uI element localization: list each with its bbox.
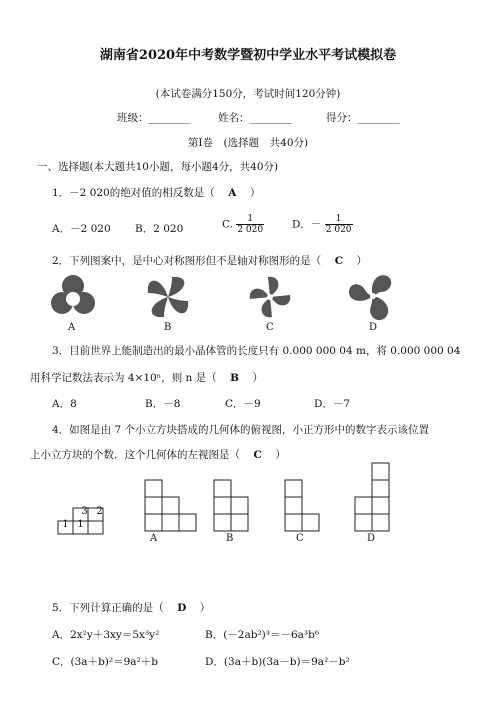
question-4-line-2 [30, 448, 286, 462]
q4-view-a [145, 480, 196, 531]
q4-grid-number-1: 3 [81, 506, 88, 517]
q4-view-d [355, 463, 389, 531]
question-3-line-2 [30, 371, 263, 385]
q2-figures [40, 272, 460, 342]
q3-stem-end: ） [242, 372, 264, 384]
name-field: 姓名：________ [218, 112, 292, 124]
section-heading: 一、选择题(本大题共10小题，每小题4分，共40分) [37, 161, 279, 173]
class-field: 班级：________ [117, 112, 191, 124]
q1-stem: 1．－2 020的绝对值的相反数是（ [52, 187, 226, 199]
q2-figure-b [148, 277, 188, 317]
q2-label-a: A [68, 322, 76, 333]
q3-option-a: A．8 [52, 398, 77, 410]
q4-view-b [214, 480, 248, 531]
q4-label-c: C [296, 533, 304, 544]
q3-line-1: 3．目前世界上能制造出的最小晶体管的长度只有 0.000 000 04 m，将 0.000 000 04 [52, 345, 461, 357]
q1-option-c-prefix: C. [222, 218, 233, 231]
q5-stem: 5．下列计算正确的是（ [52, 602, 175, 614]
exam-subtitle: (本试卷满分150分，考试时间120分钟) [155, 88, 341, 100]
question-1 [52, 186, 260, 200]
q4-figures [0, 470, 496, 550]
q5-option-c: C．(3a＋b)²＝9a²＋b [52, 656, 158, 668]
q2-stem-end: ） [346, 255, 368, 267]
q4-line-1: 4．如图是由 7 个小立方块搭成的几何体的俯视图，小正方形中的数字表示该位置 [52, 424, 430, 436]
q4-answer: C [253, 449, 262, 461]
q4-label-a: A [150, 533, 158, 544]
q2-figure-c [250, 277, 291, 318]
q4-grid-number-2: 2 [96, 506, 103, 517]
q3-option-d: D．－7 [314, 398, 351, 410]
q1-option-d [292, 214, 353, 235]
page-title: 湖南省2020年中考数学暨初中学业水平考试模拟卷 [99, 48, 397, 63]
q2-label-c: C [266, 322, 274, 333]
q4-view-c [285, 480, 319, 531]
q1-option-c-fraction [236, 214, 264, 235]
q4-label-d: D [367, 533, 376, 544]
question-5 [52, 601, 210, 615]
q1-option-c [222, 214, 264, 235]
q1-c-numerator: 1 [236, 214, 264, 225]
q2-answer: C [334, 255, 344, 267]
q3-answer: B [230, 372, 240, 384]
q2-label-d: D [369, 322, 378, 333]
q1-option-d-prefix: D．－ [292, 218, 322, 231]
q5-option-d: D．(3a＋b)(3a－b)＝9a²－b² [205, 656, 350, 668]
q4-label-b: B [226, 533, 234, 544]
score-field: 得分：________ [326, 112, 400, 124]
question-2 [52, 254, 367, 268]
q5-answer: D [177, 602, 187, 614]
q2-label-b: B [164, 322, 172, 333]
q2-figure-a [51, 275, 95, 314]
section-title: 第Ⅰ卷 (选择题 共40分) [187, 137, 309, 149]
q4-stem-end: ） [264, 449, 286, 461]
q3-stem: 用科学记数法表示为 4×10ⁿ，则 n 是（ [30, 372, 228, 384]
q1-d-denominator: 2 020 [325, 225, 352, 235]
q4-grid-number-3: 1 [62, 519, 69, 530]
q5-option-a: A．2x²y＋3xy＝5x³y² [52, 629, 160, 641]
q1-option-b: B．2 020 [135, 223, 184, 235]
q2-figure-d [349, 275, 391, 320]
q1-c-denominator: 2 020 [237, 225, 264, 235]
q1-answer: A [228, 187, 237, 199]
q1-option-a: A．－2 020 [52, 223, 111, 235]
q4-stem: 上小立方块的个数．这个几何体的左视图是（ [30, 449, 251, 461]
q3-option-b: B．－8 [145, 398, 181, 410]
q1-option-d-fraction [325, 214, 353, 235]
q1-d-numerator: 1 [325, 214, 353, 225]
q3-option-c: C．－9 [225, 398, 261, 410]
q5-option-b: B．(－2ab²)³＝－6a³b⁶ [205, 629, 320, 641]
q4-grid-number-4: 1 [77, 519, 84, 530]
q5-stem-end: ） [189, 602, 211, 614]
q1-stem-end: ） [239, 187, 261, 199]
q2-stem: 2．下列图案中，是中心对称图形但不是轴对称图形的是（ [52, 255, 332, 267]
